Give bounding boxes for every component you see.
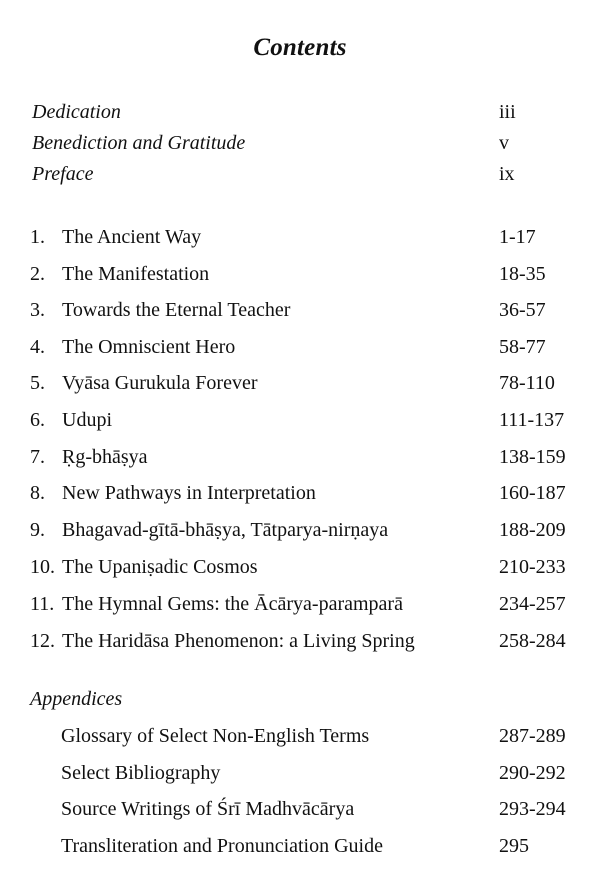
- toc-chapter-7[interactable]: [0, 442, 600, 472]
- appendix-title: Glossary of Select Non-English Terms: [61, 725, 370, 747]
- toc-chapter-9[interactable]: [0, 515, 600, 545]
- appendices-heading: [0, 684, 600, 714]
- appendix-title: Transliteration and Pronunciation Guide: [61, 835, 383, 857]
- chapter-number: 9.: [30, 519, 45, 541]
- chapter-title: The Haridāsa Phenomenon: a Living Spring: [62, 630, 415, 652]
- chapter-title: Bhagavad-gītā-bhāṣya, Tātparya-nirṇaya: [62, 519, 389, 541]
- toc-chapter-8[interactable]: [0, 478, 600, 508]
- appendix-pages: 295: [499, 835, 529, 857]
- toc-entry-page: ix: [499, 163, 515, 185]
- toc-appendix-bibliography[interactable]: [0, 758, 600, 788]
- chapter-number: 3.: [30, 299, 45, 321]
- toc-entry-benediction[interactable]: [0, 128, 600, 158]
- chapter-number: 11.: [30, 593, 55, 615]
- appendix-pages: 293-294: [499, 798, 566, 820]
- chapter-number: 12.: [30, 630, 55, 652]
- toc-chapter-6[interactable]: [0, 405, 600, 435]
- chapter-title: The Upaniṣadic Cosmos: [62, 556, 258, 578]
- toc-appendix-transliteration[interactable]: [0, 831, 600, 861]
- toc-entry-label: Preface: [32, 163, 94, 185]
- chapter-pages: 138-159: [499, 446, 566, 468]
- chapter-title: The Omniscient Hero: [62, 336, 236, 358]
- toc-entry-label: Benediction and Gratitude: [32, 132, 246, 154]
- chapter-pages: 78-110: [499, 372, 555, 394]
- chapter-title: The Ancient Way: [62, 226, 202, 248]
- toc-appendix-source-writings[interactable]: [0, 794, 600, 824]
- toc-chapter-12[interactable]: [0, 626, 600, 656]
- toc-entry-page: v: [499, 132, 509, 154]
- chapter-number: 5.: [30, 372, 45, 394]
- chapter-pages: 1-17: [499, 226, 536, 248]
- toc-entry-preface[interactable]: [0, 159, 600, 189]
- chapter-number: 2.: [30, 263, 45, 285]
- appendix-title: Select Bibliography: [61, 762, 221, 784]
- chapter-title: New Pathways in Interpretation: [62, 482, 316, 504]
- chapter-title: The Hymnal Gems: the Ācārya-paramparā: [62, 593, 403, 615]
- toc-chapter-3[interactable]: [0, 295, 600, 325]
- chapter-pages: 210-233: [499, 556, 566, 578]
- chapter-pages: 188-209: [499, 519, 566, 541]
- chapter-number: 6.: [30, 409, 45, 431]
- chapter-title: The Manifestation: [62, 263, 210, 285]
- chapter-title: Towards the Eternal Teacher: [62, 299, 291, 321]
- chapter-number: 8.: [30, 482, 45, 504]
- chapter-pages: 58-77: [499, 336, 546, 358]
- appendices-heading-label: Appendices: [30, 688, 123, 710]
- chapter-title: Udupi: [62, 409, 112, 431]
- chapter-pages: 160-187: [499, 482, 566, 504]
- appendix-pages: 287-289: [499, 725, 566, 747]
- toc-entry-page: iii: [499, 101, 516, 123]
- appendix-title: Source Writings of Śrī Madhvācārya: [61, 798, 355, 820]
- chapter-pages: 111-137: [499, 409, 565, 431]
- chapter-pages: 258-284: [499, 630, 566, 652]
- toc-entry-dedication[interactable]: [0, 97, 600, 127]
- chapter-number: 4.: [30, 336, 45, 358]
- chapter-number: 1.: [30, 226, 45, 248]
- chapter-title: Ṛg-bhāṣya: [62, 446, 148, 468]
- chapter-number: 10.: [30, 556, 55, 578]
- appendix-pages: 290-292: [499, 762, 566, 784]
- toc-chapter-5[interactable]: [0, 368, 600, 398]
- chapter-pages: 36-57: [499, 299, 546, 321]
- toc-chapter-4[interactable]: [0, 332, 600, 362]
- toc-appendix-glossary[interactable]: [0, 721, 600, 751]
- chapter-number: 7.: [30, 446, 45, 468]
- toc-chapter-2[interactable]: [0, 259, 600, 289]
- chapter-pages: 234-257: [499, 593, 566, 615]
- toc-chapter-10[interactable]: [0, 552, 600, 582]
- page-title: Contents: [253, 34, 347, 61]
- toc-chapter-1[interactable]: [0, 222, 600, 252]
- toc-entry-label: Dedication: [32, 101, 121, 123]
- toc-chapter-11[interactable]: [0, 589, 600, 619]
- chapter-pages: 18-35: [499, 263, 546, 285]
- chapter-title: Vyāsa Gurukula Forever: [62, 372, 258, 394]
